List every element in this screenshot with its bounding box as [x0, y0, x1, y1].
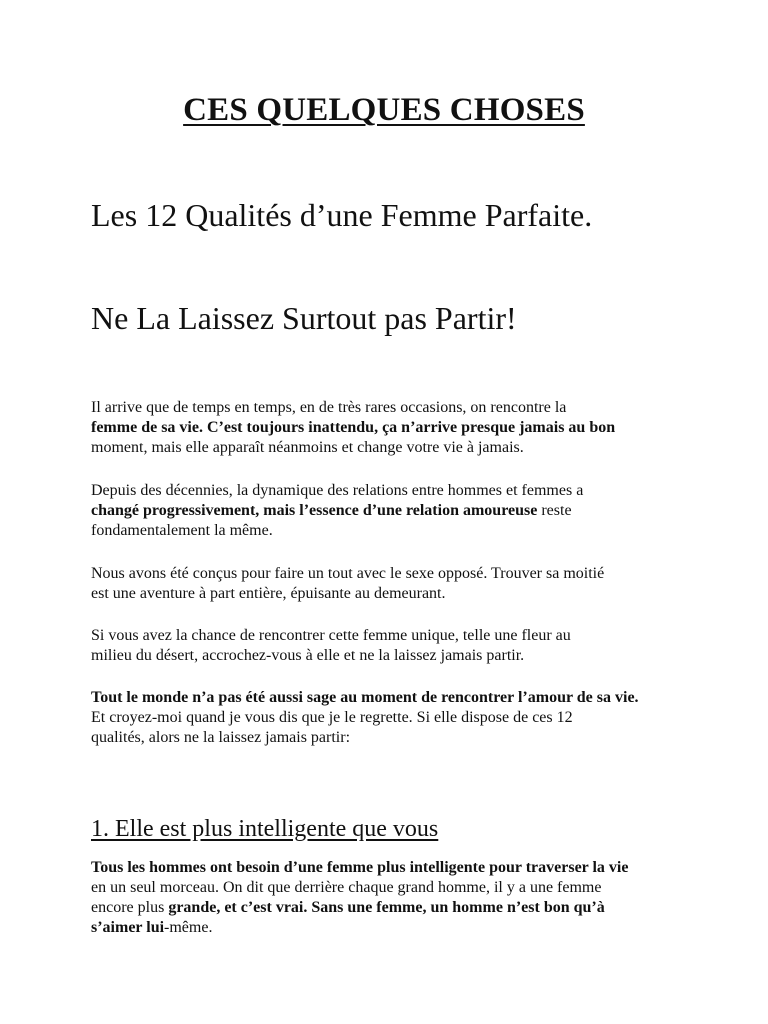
paragraph-dynamics	[91, 481, 691, 541]
text-run: Si vous avez la chance de rencontrer cette femme unique, telle une fleur au	[91, 627, 571, 644]
paragraph-line	[91, 418, 691, 438]
text-run-bold: Tous les hommes ont besoin d’une femme plus intelligente pour traverser la vie	[91, 859, 629, 876]
text-run: reste	[537, 502, 572, 519]
text-run: milieu du désert, accrochez-vous à elle et ne la laissez jamais partir.	[91, 647, 525, 664]
text-run: encore plus	[91, 899, 169, 916]
paragraph-line	[91, 878, 691, 898]
text-run: est une aventure à part entière, épuisante au demeurant.	[91, 585, 446, 602]
text-run: -même.	[164, 919, 213, 936]
text-run: Depuis des décennies, la dynamique des relations entre hommes et femmes a	[91, 482, 584, 499]
paragraph-line	[91, 501, 691, 521]
paragraph-line	[91, 584, 691, 604]
paragraph-line	[91, 398, 691, 418]
paragraph-line	[91, 646, 691, 666]
text-run-bold: grande, et c’est vrai. Sans une femme, un homme n’est bon qu’à	[168, 899, 605, 916]
text-run-bold: Tout le monde n’a pas été aussi sage au moment de rencontrer l’amour de sa vie.	[91, 689, 639, 706]
text-run: Nous avons été conçus pour faire un tout avec le sexe opposé. Trouver sa moitié	[91, 565, 605, 582]
paragraph-line	[91, 564, 691, 584]
paragraph-line	[91, 898, 691, 918]
paragraph-line	[91, 918, 691, 938]
section-heading-1: 1. Elle est plus intelligente que vous	[91, 816, 439, 842]
paragraph-line	[91, 438, 691, 458]
text-run-bold: changé progressivement, mais l’essence d’une relation amoureuse	[91, 502, 538, 519]
paragraph-regret	[91, 688, 691, 748]
paragraph-section-1	[91, 858, 691, 938]
text-run: fondamentalement la même.	[91, 522, 273, 539]
subtitle-dont-let-go: Ne La Laissez Surtout pas Partir!	[91, 300, 517, 336]
paragraph-opposite-sex	[91, 564, 691, 604]
paragraph-unique-woman	[91, 626, 691, 666]
paragraph-intro	[91, 398, 691, 458]
paragraph-line	[91, 728, 691, 748]
text-run: moment, mais elle apparaît néanmoins et change votre vie à jamais.	[91, 439, 524, 456]
paragraph-line	[91, 481, 691, 501]
subtitle-qualities: Les 12 Qualités d’une Femme Parfaite.	[91, 197, 593, 233]
paragraph-line	[91, 626, 691, 646]
paragraph-line	[91, 521, 691, 541]
text-run: Il arrive que de temps en temps, en de très rares occasions, on rencontre la	[91, 399, 567, 416]
text-run: en un seul morceau. On dit que derrière chaque grand homme, il y a une femme	[91, 879, 602, 896]
document-title: CES QUELQUES CHOSES	[183, 92, 585, 128]
text-run-bold: s’aimer lui	[91, 919, 165, 936]
text-run: qualités, alors ne la laissez jamais partir:	[91, 729, 351, 746]
text-run-bold: femme de sa vie. C’est toujours inattendu, ça n’arrive presque jamais au bon	[91, 419, 616, 436]
text-run: Et croyez-moi quand je vous dis que je le regrette. Si elle dispose de ces 12	[91, 709, 573, 726]
paragraph-line	[91, 688, 691, 708]
paragraph-line	[91, 858, 691, 878]
paragraph-line	[91, 708, 691, 728]
